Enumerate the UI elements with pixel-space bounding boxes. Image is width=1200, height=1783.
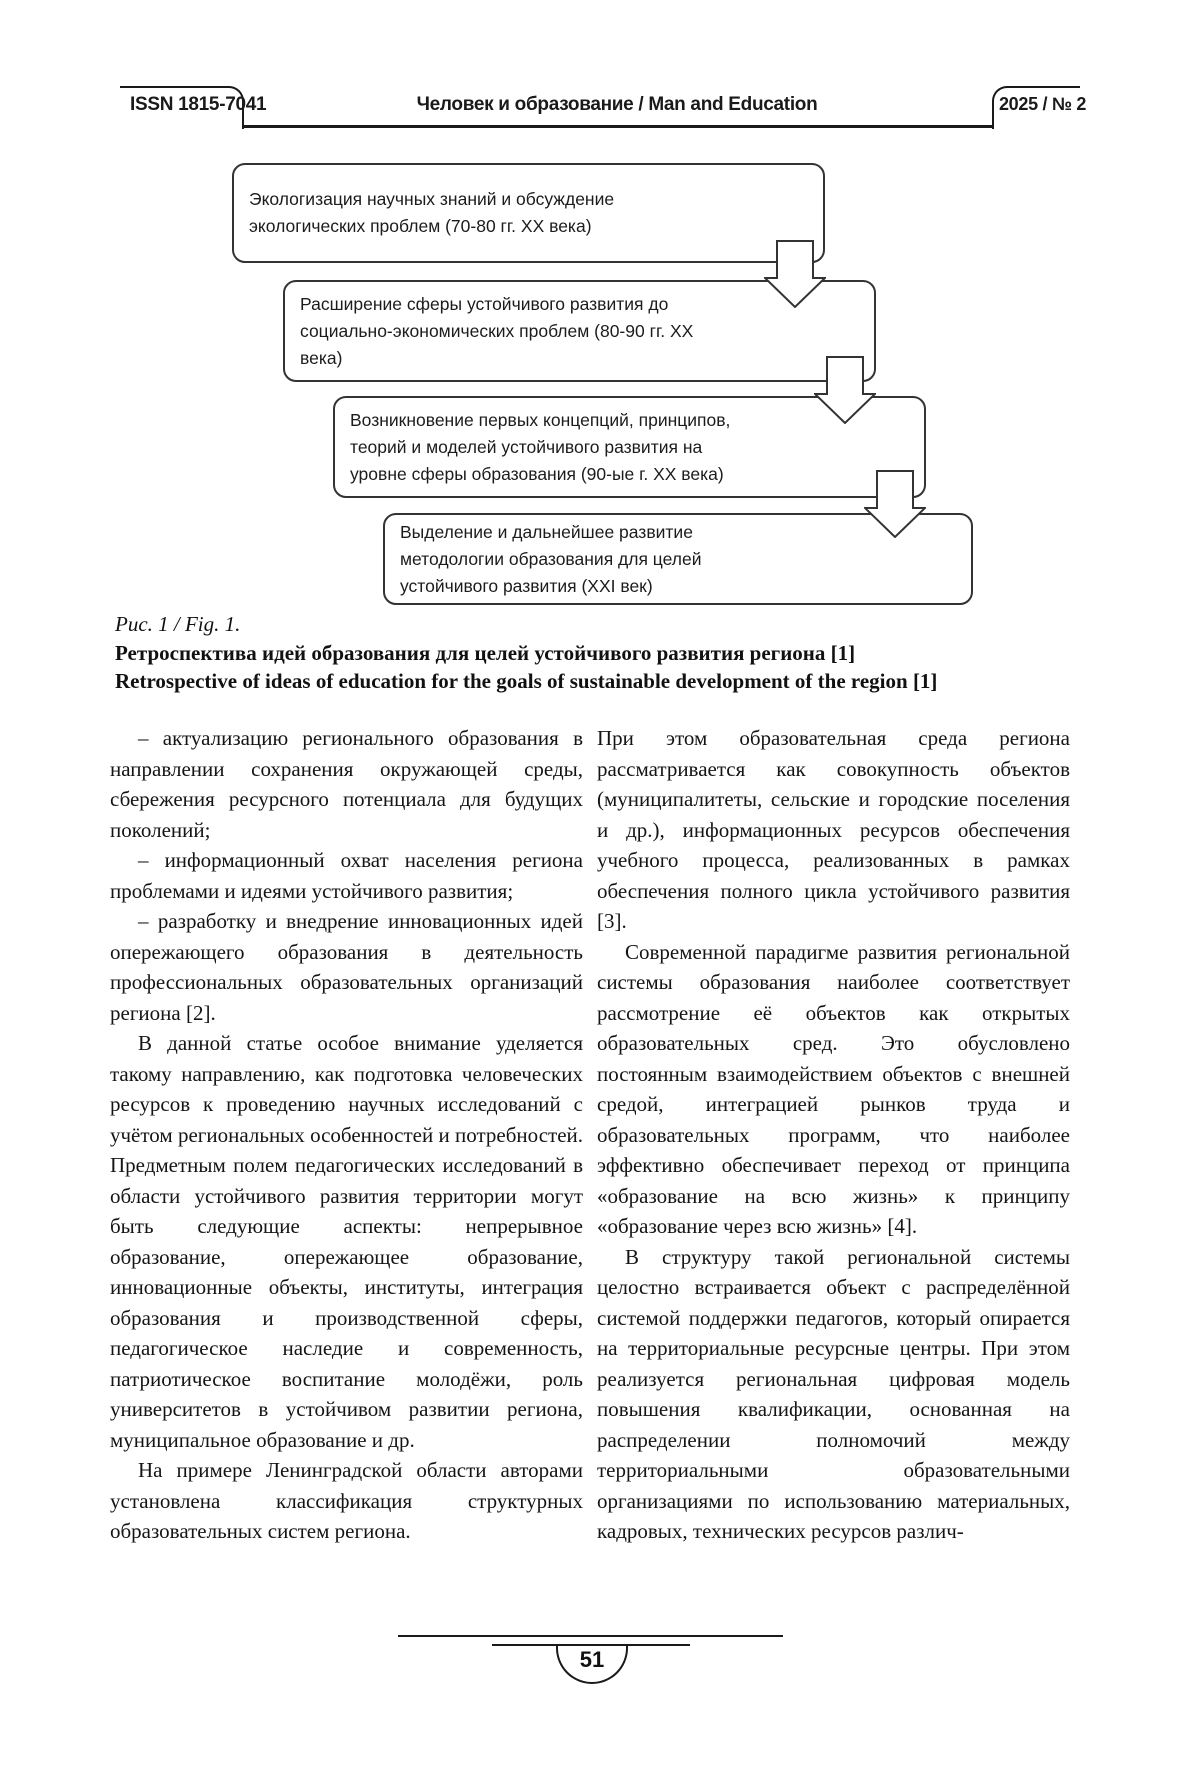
figure-caption-en: Retrospective of ideas of education for the goals of sustainable development of the region [1] [115,669,938,693]
down-arrow-icon [764,240,826,308]
figure-caption-ru: Ретроспектива идей образования для целей устойчивого развития региона [1] [115,641,856,665]
figure-label: Рис. 1 / Fig. 1. [115,612,241,636]
issue-label: 2025 / № 2 [998,94,1087,114]
flow-box-1 [232,163,825,263]
flow-box-3-text: Возникновение первых концепций, принципов, теорий и моделей устойчивого развития на уровне сферы образования (90-ые г. XX века) [350,409,731,484]
header-right-tab-line [1008,86,1080,88]
flow-box-1-text: Экологизация научных знаний и обсуждение экологических проблем (70-80 гг. XX века) [249,189,615,236]
header-left-tab-line [120,86,226,88]
paragraph: На примере Ленинградской области авторами установлена классификация структурных образовательных систем региона. [110,1458,583,1543]
paragraph: – разработку и внедрение инновационных идей опережающего образования в деятельность профессиональных образовательных организаций региона [2]. [110,909,583,1025]
paragraph: Современной парадигме развития региональной системы образования наиболее соответствует рассмотрение её объектов как открытых образовательных сред. Это обусловлено постоянным взаимодействием объектов с внешней средой, интеграцией рынков труда и образовательных программ, что наиболее эффективно обеспечивает переход от принципа «образование на всю жизнь» к принципу «образование через всю жизнь» [4]. [597,939,1070,1238]
down-arrow-icon [864,470,926,538]
header-rule [242,125,992,128]
flow-box-2-text: Расширение сферы устойчивого развития до социально-экономических проблем (80-90 гг. XX века) [300,293,694,368]
paragraph: – информационный охват населения региона проблемами и идеями устойчивого развития; [110,848,583,903]
flow-box-4-text: Выделение и дальнейшее развитие методологии образования для целей устойчивого развития (XXI век) [400,521,702,596]
page-number: 51 [579,1647,605,1672]
paragraph: При этом образовательная среда региона рассматривается как совокупность объектов (муниципалитеты, сельские и городские поселения и др.), информационных ресурсов обеспечения учебного процесса, реализованных в рамках обеспечения полного цикла устойчивого развития [3]. [597,726,1070,933]
page-number-badge [556,1646,628,1684]
paragraph: – актуализацию регионального образования в направлении сохранения окружающей среды, сбережения ресурсного потенциала для будущих поколений; [110,726,583,842]
article-column-left [110,723,583,1547]
paragraph: В структуру такой региональной системы целостно встраивается объект с распределённой системой поддержки педагогов, который опирается на территориальные ресурсные центры. При этом реализуется региональная цифровая модель повышения квалификации, основанная на распределении полномочий между территориальными образовательными организациями по использованию материальных, кадровых, технических ресурсов различ- [597,1244,1070,1543]
journal-title: Человек и образование / Man and Education [416,94,818,115]
footer-rule-long [398,1635,783,1637]
down-arrow-icon [814,356,876,424]
paragraph: В данной статье особое внимание уделяется такому направлению, как подготовка человеческих ресурсов к проведению научных исследований с учётом региональных особенностей и потребностей. Предметным полем педагогических исследований в области устойчивого развития территории могут быть следующие аспекты: непрерывное образование, опережающее образование, инновационные объекты, институты, интеграция образования и производственной сферы, педагогическое наследие и современность, патриотическое воспитание молодёжи, роль университетов в устойчивом развитии региона, муниципальное образование и др. [110,1031,583,1452]
issn-label: ISSN 1815-7041 [130,94,267,115]
article-column-right [597,723,1070,1547]
